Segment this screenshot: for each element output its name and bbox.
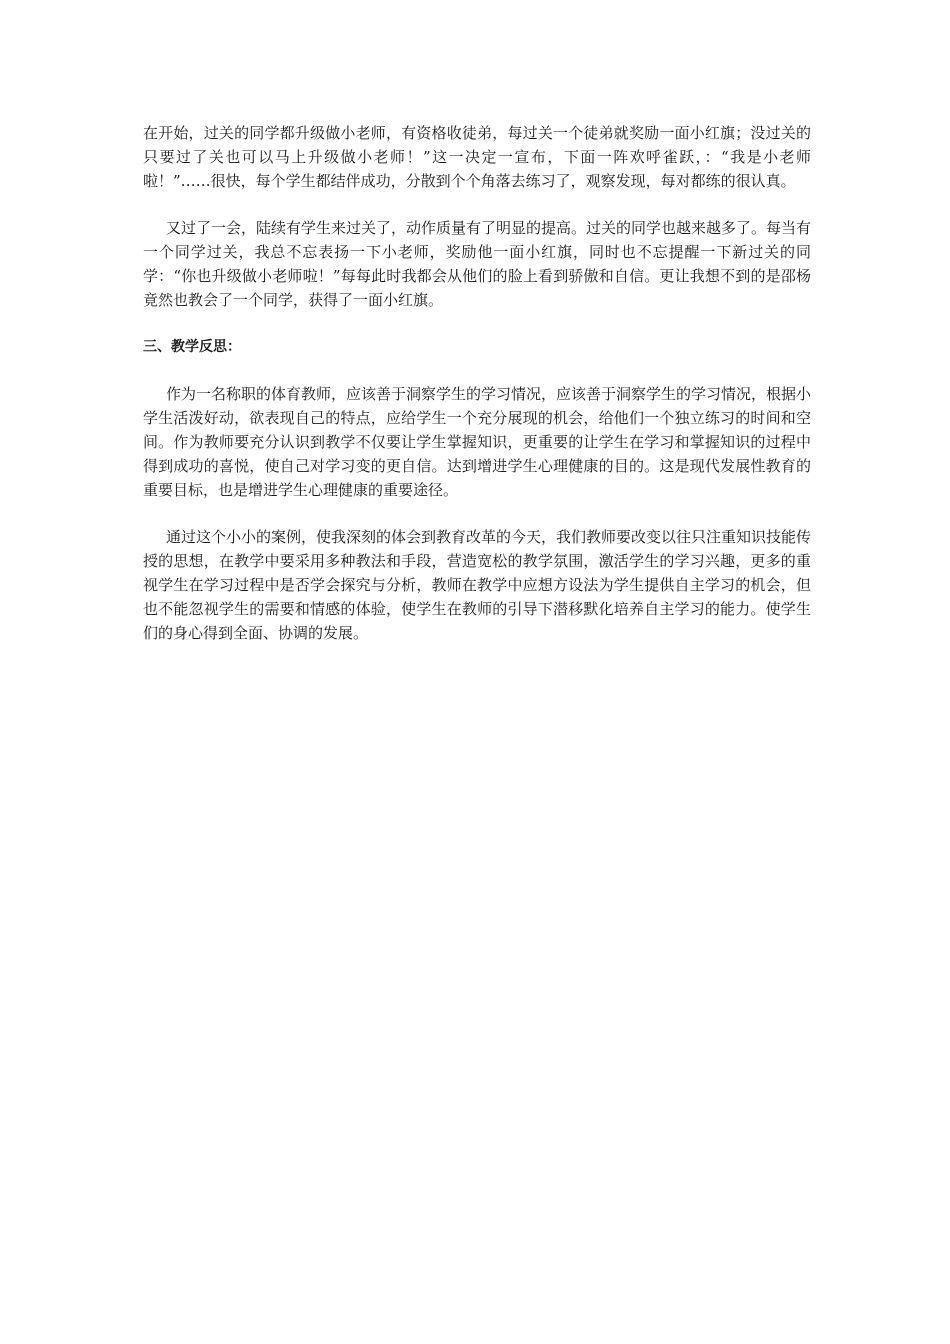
document-page xyxy=(143,121,811,645)
paragraph-1: 在开始，过关的同学都升级做小老师，有资格收徒弟，每过关一个徒弟就奖励一面小红旗；没过关的只要过了关也可以马上升级做小老师！”这一决定一宣布，下面一阵欢呼雀跃，：“我是小老师啦！”……很快，每个学生都结伴成功，分散到个个角落去练习了，观察发现，每对都练的很认真。 xyxy=(143,124,811,190)
section-heading: 三、教学反思： xyxy=(143,339,241,355)
paragraph-spacer xyxy=(143,359,811,382)
paragraph-spacer xyxy=(143,193,811,216)
paragraph-spacer xyxy=(143,502,811,525)
paragraph-3: 作为一名称职的体育教师，应该善于洞察学生的学习情况，应该善于洞察学生的学习情况，根据小学生活泼好动，欲表现自己的特点，应给学生一个充分展现的机会，给他们一个独立练习的时间和空间。作为教师要充分认识到教学不仅要让学生掌握知识，更重要的让学生在学习和掌握知识的过程中得到成功的喜悦，使自己对学习变的更自信。达到增进学生心理健康的目的。这是现代发展性教育的重要目标，也是增进学生心理健康的重要途径。 xyxy=(143,385,812,499)
paragraph-4: 通过这个小小的案例，使我深刻的体会到教育改革的今天，我们教师要改变以往只注重知识技能传授的思想，在教学中要采用多种教法和手段，营造宽松的教学氛围，激活学生的学习兴趣，更多的重视学生在学习过程中是否学会探究与分析，教师在教学中应想方设法为学生提供自主学习的机会，但也不能忽视学生的需要和情感的体验，使学生在教师的引导下潜移默化培养自主学习的能力。使学生们的身心得到全面、协调的发展。 xyxy=(143,528,812,642)
paragraph-spacer xyxy=(143,312,811,335)
paragraph-2: 又过了一会，陆续有学生来过关了，动作质量有了明显的提高。过关的同学也越来越多了。每当有一个同学过关，我总不忘表扬一下小老师，奖励他一面小红旗，同时也不忘提醒一下新过关的同学：“你也升级做小老师啦！”每每此时我都会从他们的脸上看到骄傲和自信。更让我想不到的是邵杨竟然也教会了一个同学，获得了一面小红旗。 xyxy=(143,219,812,309)
